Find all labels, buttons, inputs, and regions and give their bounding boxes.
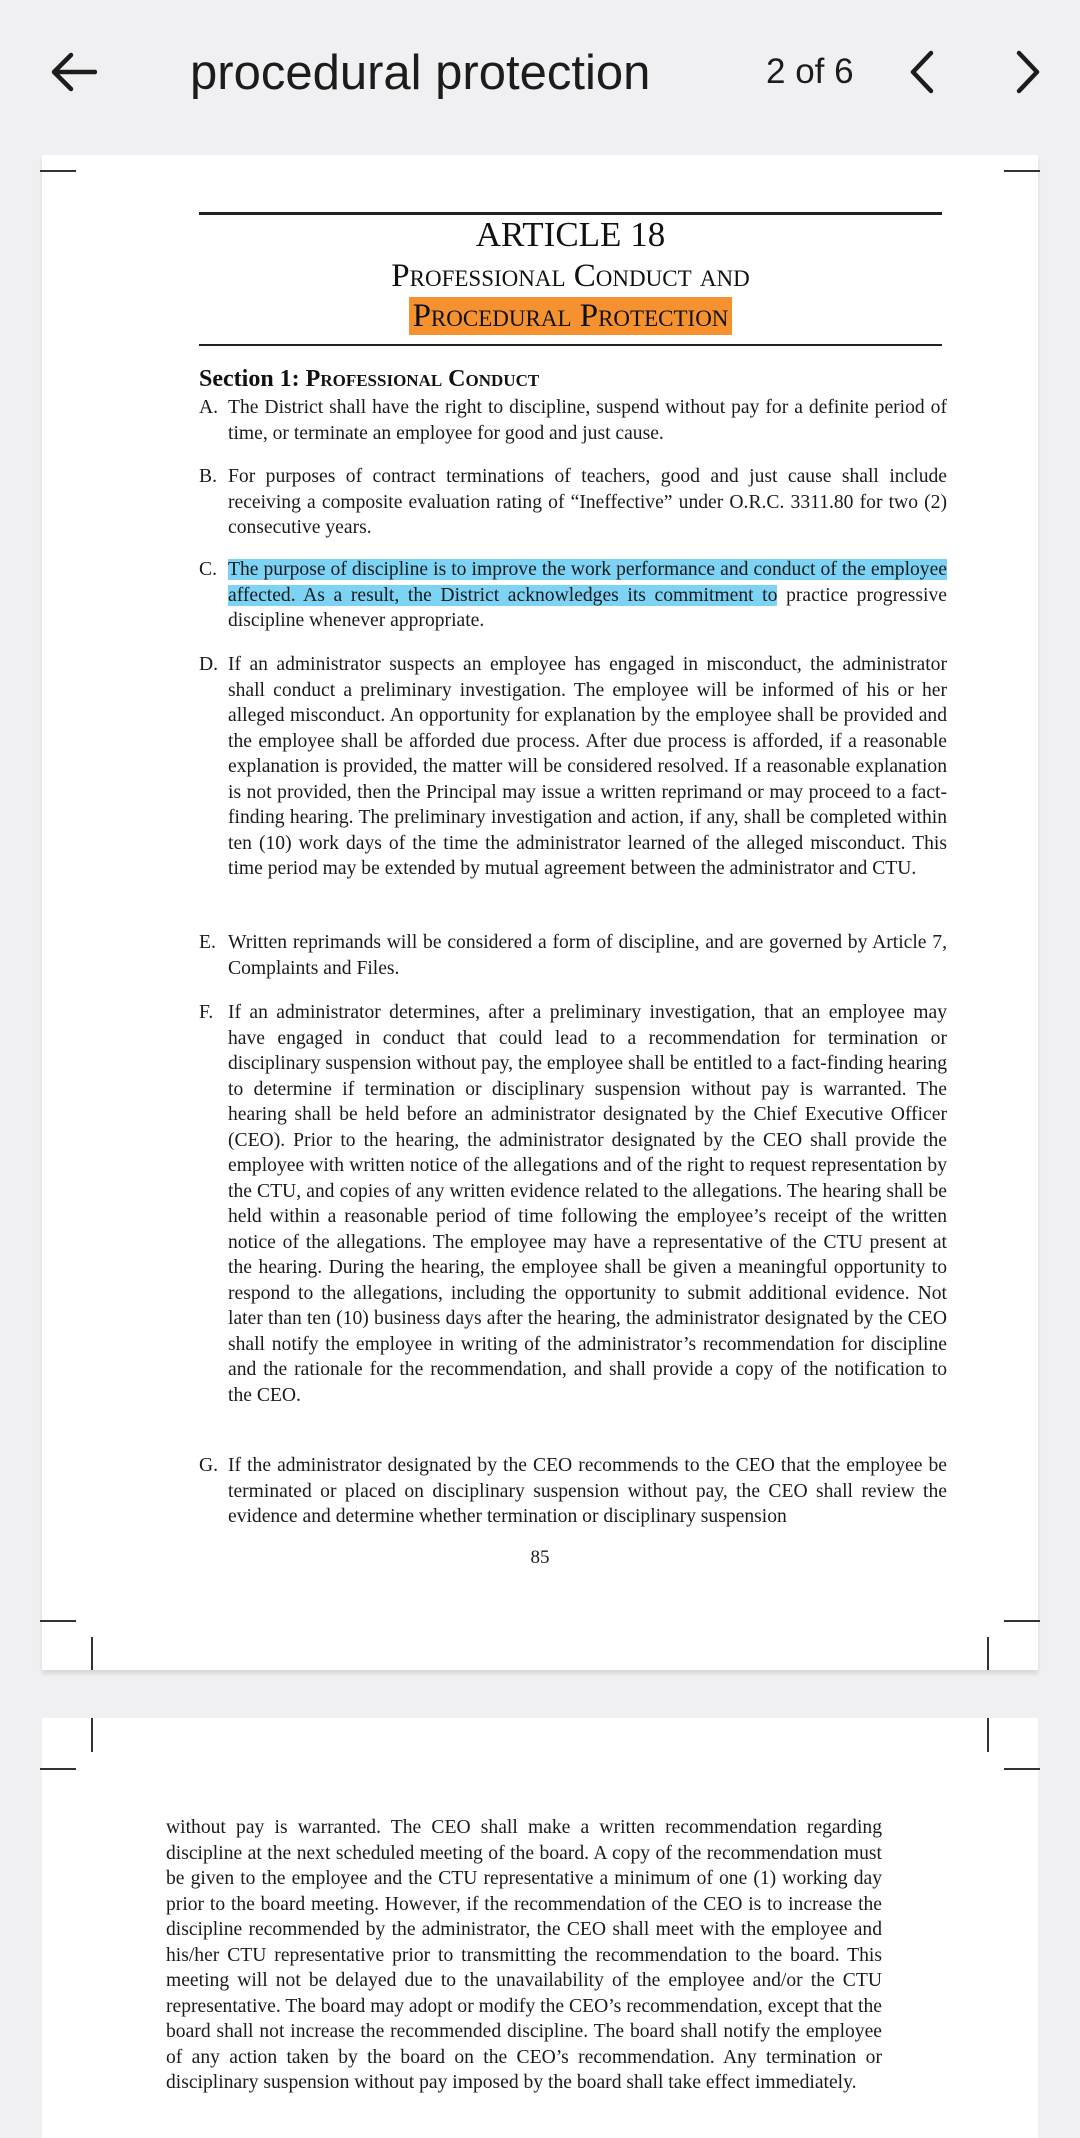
article-title: ARTICLE 18 xyxy=(475,215,666,254)
crop-mark xyxy=(1004,1620,1040,1622)
list-item: A. The District shall have the right to discipline, suspend without pay for a definite period of time, or terminate an employee for good and just cause. xyxy=(199,397,947,444)
back-button[interactable] xyxy=(44,42,104,102)
crop-mark xyxy=(1004,170,1040,172)
list-item: B. For purposes of contract terminations of teachers, good and just cause shall include receiving a composite evaluation rating of “Ineffective” under O.R.C. 3311.80 for two (2) consecutive years. xyxy=(199,466,947,538)
crop-mark xyxy=(40,1620,76,1622)
crop-mark xyxy=(40,170,76,172)
list-item: F. If an administrator determines, after a preliminary investigation, that an employee may have engaged in conduct that could lead to a recommendation for termination or disciplinary suspension without pay, the employee shall be entitled to a fact-finding hearing to determine if termination or disciplinary suspension without pay is warranted. The hearing shall be held before an administrator designated by the Chief Executive Officer (CEO). Prior to the hearing, the administrator designated by the CEO shall provide the employee with written notice of the allegations and of the right to request representation by the CTU, and copies of any written evidence related to the allegations. The hearing shall be held within a reasonable period of time following the employee’s receipt of the written notice of the allegations. The employee may have a representative of the CTU present at the hearing. During the hearing, the employee shall be given a meaningful opportunity to respond to the allegations, including the opportunity to submit additional evidence. Not later than ten (10) business days after the hearing, the administrator designated by the CEO shall notify the employee in writing of the administrator’s recommendation for discipline and the rationale for the recommendation, and shall provide a copy of the notification to the CEO. xyxy=(199,1002,947,1406)
search-match-highlight[interactable]: Procedural Protection xyxy=(409,297,733,335)
crop-mark xyxy=(91,1637,93,1670)
chevron-left-icon xyxy=(909,50,935,94)
body-text: without pay is warranted. The CEO shall make a written recommendation regarding discipline at the next scheduled meeting of the board. A copy of the recommendation must be given to the employee and the CTU representative a minimum of one (1) working day prior to the board meeting. However, if the recommendation of the CEO is to increase the discipline recommended by the administrator, the CEO shall meet with the employee and his/her CTU representative prior to transmitting the recommendation to the board. This meeting will not be delayed due to the unavailability of the employee and/or the CTU representative. The board may adopt or modify the CEO’s recommendation, except that the board shall not increase the recommended discipline. The board shall notify the employee of any action taken by the board on the CEO’s recommendation. Any termination or disciplinary suspension without pay imposed by the board shall take effect immediately. xyxy=(166,1817,882,2093)
arrow-left-icon xyxy=(51,52,97,92)
page-number: 85 xyxy=(530,1547,550,1568)
document-page xyxy=(42,1718,1038,2138)
section-heading: Section 1: Professional Conduct xyxy=(199,366,540,392)
crop-mark xyxy=(91,1718,93,1752)
list-item: E. Written reprimands will be considered a form of discipline, and are governed by Article 7, Complaints and Files. xyxy=(199,932,947,979)
document-page xyxy=(42,155,1038,1670)
text-selection-highlight[interactable]: The purpose of discipline is to improve the work performance and conduct of the employee affected. As a result, the District acknowledges its commitment to xyxy=(228,559,947,606)
match-counter: 2 of 6 xyxy=(766,52,854,91)
article-subtitle: Professional Conduct and xyxy=(391,258,750,294)
crop-mark xyxy=(40,1768,76,1770)
previous-match-button[interactable] xyxy=(892,42,952,102)
search-query[interactable]: procedural protection xyxy=(190,46,651,100)
search-bar xyxy=(0,0,1080,145)
list-item: D. If an administrator suspects an employee has engaged in misconduct, the administrator shall conduct a preliminary investigation. The employee will be informed of his or her alleged misconduct. An opportunity for explanation by the employee shall be provided and the employee shall be afforded due process. After due process is afforded, if a reasonable explanation is provided, the matter will be considered resolved. If a reasonable explanation is not provided, then the Principal may issue a written reprimand or may proceed to a fact-finding hearing. The preliminary investigation and action, if any, shall be completed within ten (10) work days of the time the administrator learned of the alleged misconduct. This time period may be extended by mutual agreement between the administrator and CTU. xyxy=(199,654,947,879)
next-match-button[interactable] xyxy=(998,42,1058,102)
list-item: G. If the administrator designated by the CEO recommends to the CEO that the employee be terminated or placed on disciplinary suspension without pay, the CEO shall review the evidence and determine whether termination or disciplinary suspension xyxy=(199,1455,947,1527)
chevron-right-icon xyxy=(1015,50,1041,94)
list-item: C. The purpose of discipline is to improve the work performance and conduct of the employee affected. As a result, the District acknowledges its commitment to practice progressive discipline whenever appropriate. xyxy=(199,559,947,631)
header-rule-bottom xyxy=(199,344,942,346)
crop-mark xyxy=(1004,1768,1040,1770)
crop-mark xyxy=(987,1637,989,1670)
crop-mark xyxy=(987,1718,989,1752)
